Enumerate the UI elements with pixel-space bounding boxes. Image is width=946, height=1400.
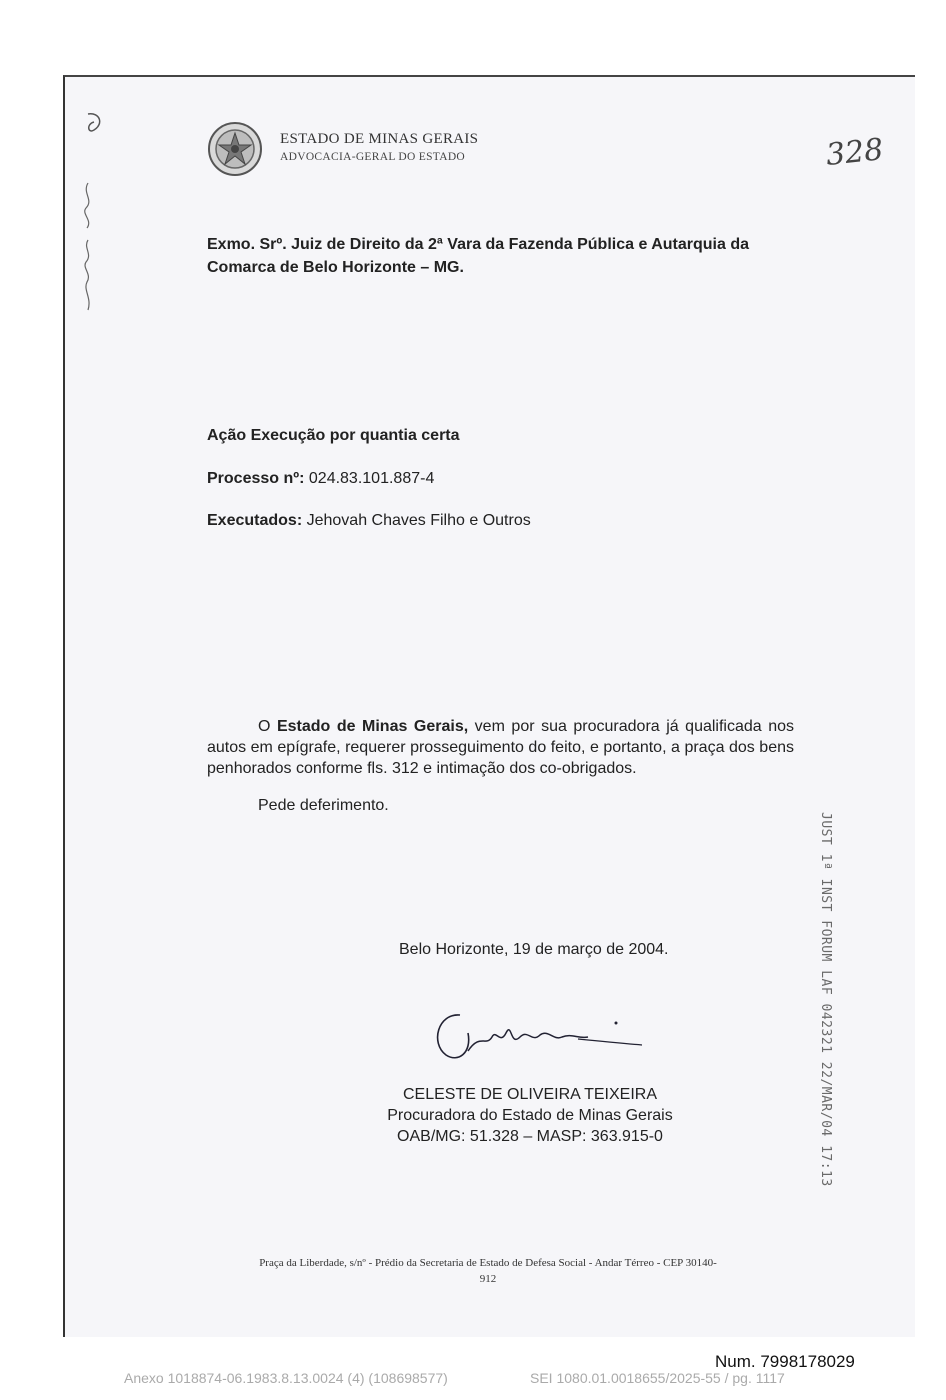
letterhead-subtitle: ADVOCACIA-GERAL DO ESTADO [280,151,466,163]
annex-reference: Anexo 1018874-06.1983.8.13.0024 (4) (108698577) [124,1370,448,1386]
signatory-registration: OAB/MG: 51.328 – MASP: 363.915-0 [397,1128,663,1145]
place-date: Belo Horizonte, 19 de março de 2004. [399,941,669,958]
sei-reference: SEI 1080.01.0018655/2025-55 / pg. 1117 [530,1370,785,1386]
handwritten-signature [428,1003,648,1073]
petition-text: vem por sua procuradora já qualificada nos autos em epígrafe, requerer prosseguimento do feito, e portanto, a praça dos bens penhorados conforme fls. 312 e intimação dos co-obrigados. [207,718,794,777]
addressee [207,233,807,279]
footer-address [212,1255,764,1287]
petitioner-name: Estado de Minas Gerais, [276,718,469,735]
defendants-line [207,512,531,530]
defendants-label: Executados: [207,512,303,529]
addressee-line-1: Exmo. Srº. Juiz de Direito da 2ª Vara da Fazenda Pública e Autarquia da [207,236,749,253]
action-line [207,427,460,445]
footer-line-2: 912 [479,1273,497,1285]
state-coat-of-arms-icon [207,121,263,177]
petition-paragraph [207,716,794,779]
subject-prefix: O [258,718,277,735]
document-number: Num. 7998178029 [715,1352,855,1371]
folio-number: 328 [824,132,885,173]
closing-line: Pede deferimento. [258,797,389,814]
court-receipt-stamp: JUST 1ª INST FORUM LAF 042321 22/MAR/04 17:13 [818,812,833,1187]
letterhead-title: ESTADO DE MINAS GERAIS [280,131,479,147]
footer-line-1: Praça da Liberdade, s/nº - Prédio da Secretaria de Estado de Defesa Social - Andar Térreo - CEP 30140- [259,1257,717,1269]
signature-block [330,1084,730,1147]
process-line [207,470,434,488]
defendants-value: Jehovah Chaves Filho e Outros [306,512,531,529]
process-value: 024.83.101.887-4 [308,470,435,487]
handwritten-margin-mark [84,110,106,136]
handwritten-margin-note [78,178,98,318]
action-text: Ação Execução por quantia certa [207,427,460,444]
addressee-line-2: Comarca de Belo Horizonte – MG. [207,259,464,276]
signatory-role: Procuradora do Estado de Minas Gerais [387,1107,673,1124]
signatory-name: CELESTE DE OLIVEIRA TEIXEIRA [402,1086,657,1103]
process-label: Processo nº: [207,470,305,487]
